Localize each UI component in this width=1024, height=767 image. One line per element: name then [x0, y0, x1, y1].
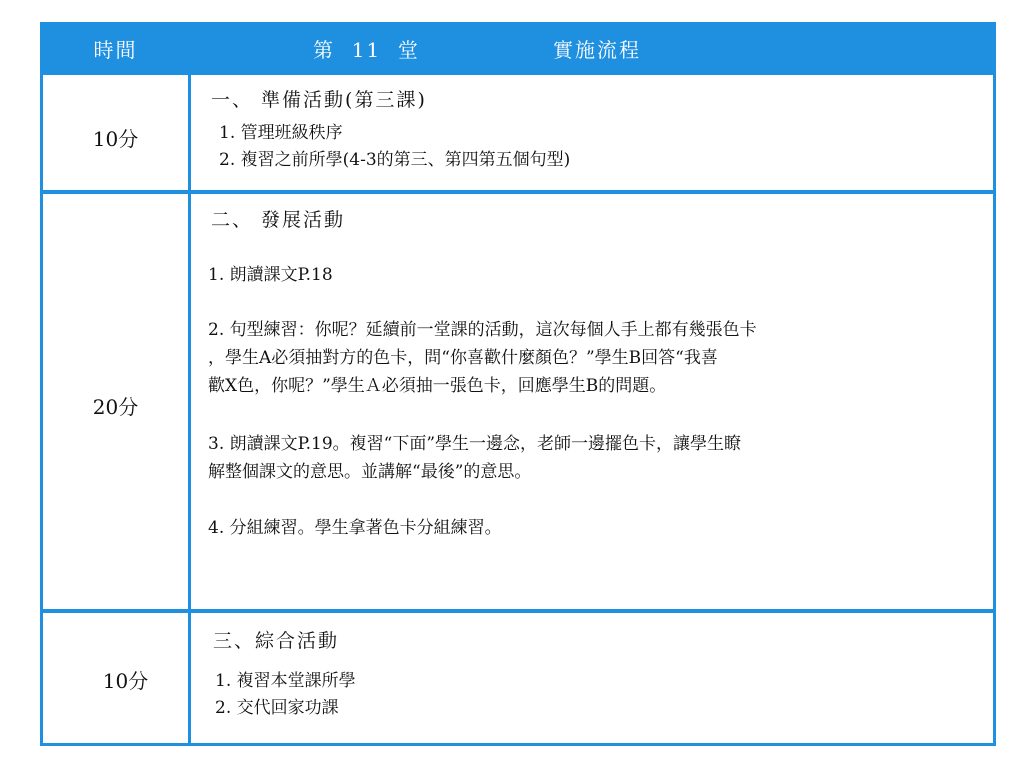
time-value: 10分 — [102, 669, 149, 693]
list-item: ，學生A必須抽對方的色卡，問“你喜歡什麼顏色？”學生B回答“我喜 — [208, 348, 718, 368]
list-item: 歡X色，你呢？”學生Ａ必須抽一張色卡，回應學生B的問題。 — [208, 376, 667, 396]
content-cell — [191, 613, 993, 743]
time-cell — [43, 75, 188, 190]
time-cell — [43, 194, 188, 609]
time-value: 20分 — [92, 395, 139, 419]
header-time: 時間 — [93, 38, 138, 62]
list-item: 1. 複習本堂課所學 — [215, 671, 356, 691]
time-cell — [43, 613, 188, 743]
list-item: 2. 句型練習：你呢？延續前一堂課的活動，這次每個人手上都有幾張色卡 — [208, 320, 757, 340]
list-item: 4. 分組練習。學生拿著色卡分組練習。 — [208, 518, 502, 538]
section-title: 二、 發展活動 — [211, 209, 346, 231]
content-cell — [191, 75, 993, 190]
list-item: 1. 朗讀課文P.18 — [208, 265, 333, 285]
header-lesson-number: 第 11 堂 — [313, 38, 420, 62]
table-row-development — [43, 194, 993, 609]
table-header — [43, 25, 993, 75]
list-item: 2. 交代回家功課 — [215, 698, 339, 718]
list-item: 2. 複習之前所學(4-3的第三、第四第五個句型) — [219, 150, 571, 170]
header-flow-title: 實施流程 — [553, 38, 641, 62]
list-item: 3. 朗讀課文P.19。複習“下面”學生一邊念，老師一邊擺色卡，讓學生瞭 — [208, 434, 742, 454]
section-title: 一、 準備活動(第三課) — [211, 89, 427, 111]
lesson-plan-table — [40, 22, 996, 746]
list-item: 解整個課文的意思。並講解“最後”的意思。 — [208, 462, 532, 482]
time-value: 10分 — [92, 127, 139, 151]
list-item: 1. 管理班級秩序 — [219, 123, 343, 143]
header-title — [188, 25, 993, 75]
content-cell — [191, 194, 993, 609]
section-title: 三、綜合活動 — [213, 630, 340, 652]
table-row-preparation — [43, 75, 993, 190]
table-row-synthesis — [43, 613, 993, 743]
